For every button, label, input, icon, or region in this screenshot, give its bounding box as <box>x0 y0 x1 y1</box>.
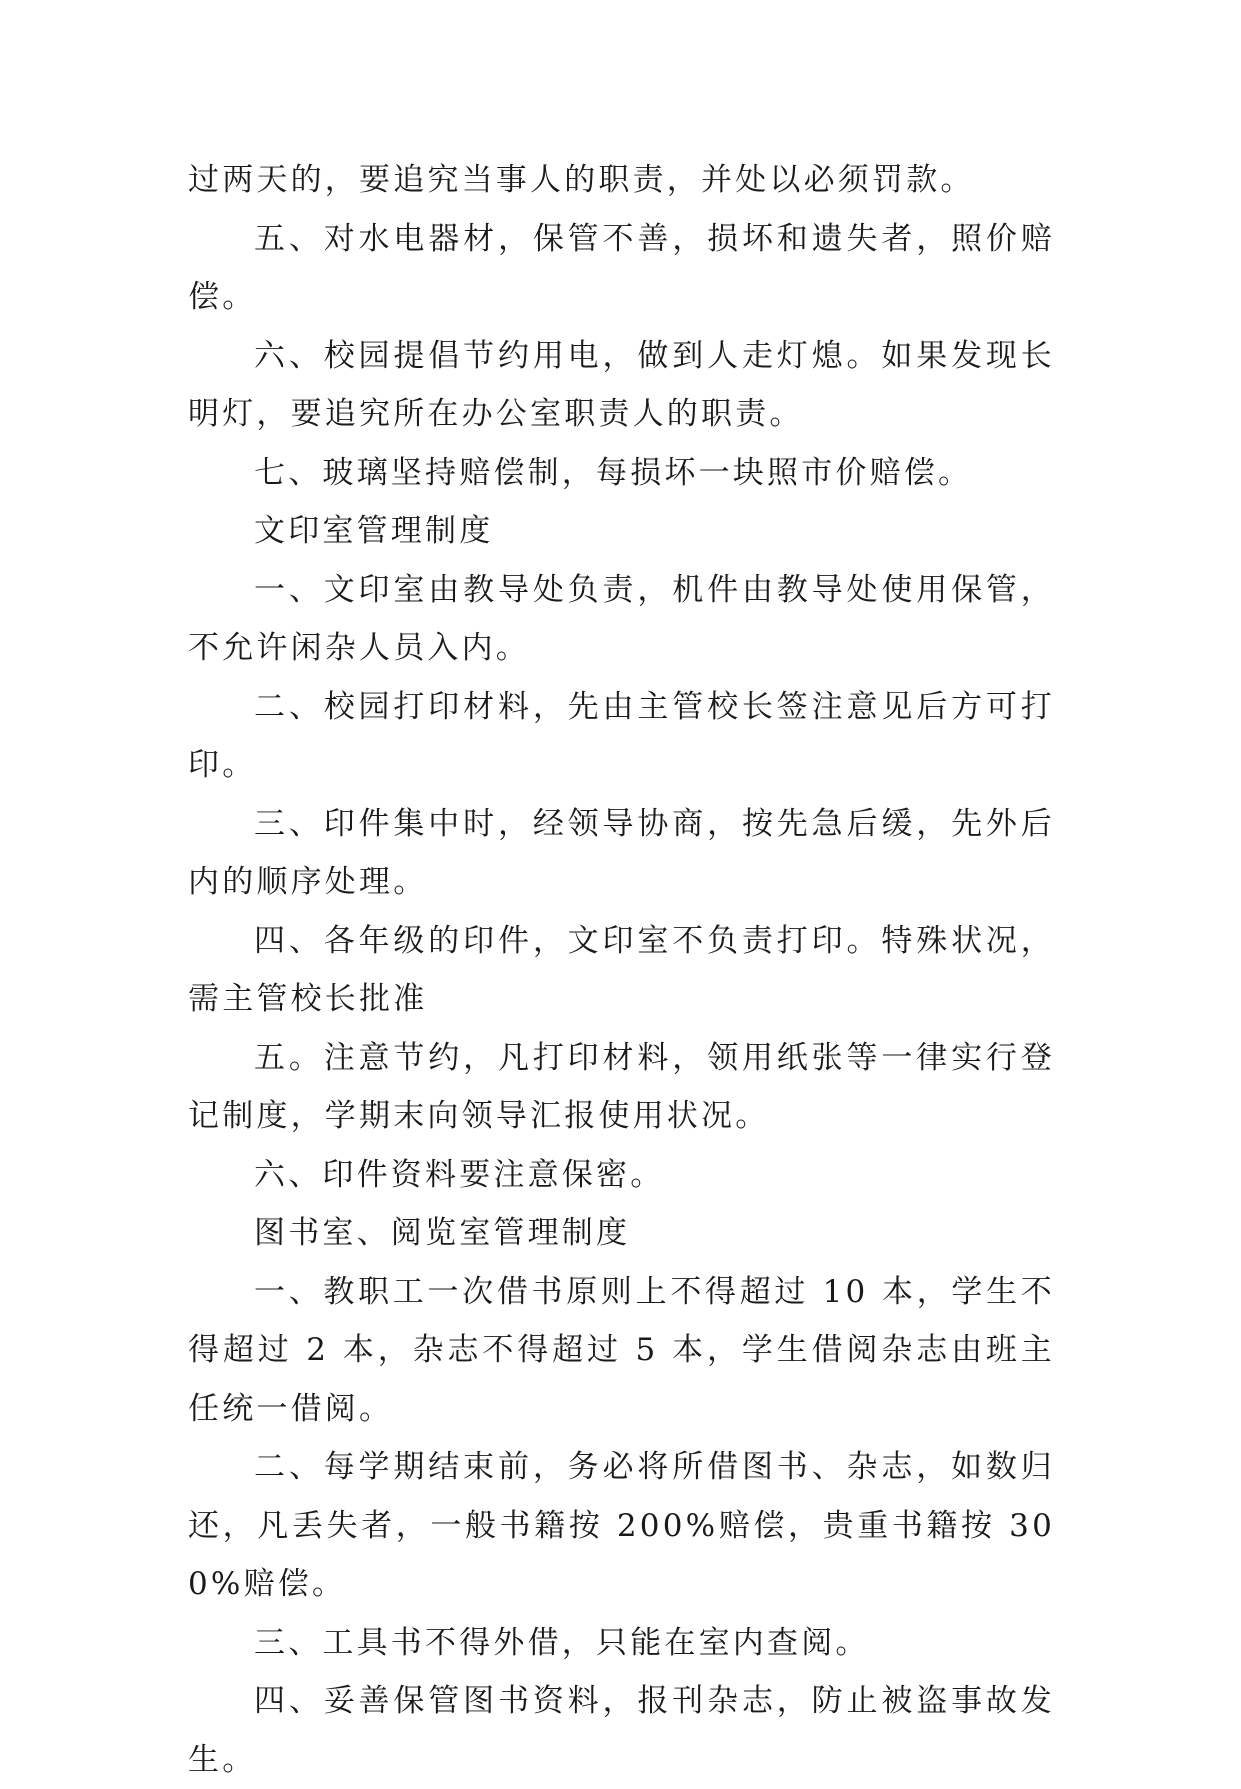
paragraph-item-glass-compensation: 七、玻璃坚持赔偿制，每损坏一块照市价赔偿。 <box>254 454 973 491</box>
document-body <box>188 151 1055 1789</box>
section-heading-library: 图书室、阅览室管理制度 <box>254 1215 631 1251</box>
paragraph-item-library-3: 三、工具书不得外借，只能在室内查阅。 <box>254 1624 870 1661</box>
paragraph-item-print-room-5: 五。注意节约，凡打印材料，领用纸张等一律实行登记制度，学期末向领导汇报使用状况。 <box>188 1039 1055 1134</box>
paragraph-item-library-1: 一、教职工一次借书原则上不得超过 10 本，学生不得超过 2 本，杂志不得超过 5 本，学生借阅杂志由班主任统一借阅。 <box>188 1273 1055 1427</box>
paragraph-item-print-room-3: 三、印件集中时，经领导协商，按先急后缓，先外后内的顺序处理。 <box>188 805 1055 900</box>
paragraph-item-library-4: 四、妥善保管图书资料，报刊杂志，防止被盗事故发生。 <box>188 1683 1055 1778</box>
paragraph-item-print-room-2: 二、校园打印材料，先由主管校长签注意见后方可打印。 <box>188 688 1055 783</box>
paragraph-continuation: 过两天的，要追究当事人的职责，并处以必须罚款。 <box>188 162 975 198</box>
paragraph-item-water-electric-damage: 五、对水电器材，保管不善，损坏和遗失者，照价赔偿。 <box>188 220 1055 315</box>
paragraph-item-print-room-4: 四、各年级的印件，文印室不负责打印。特殊状况，需主管校长批准 <box>188 922 1055 1017</box>
paragraph-item-print-room-1: 一、文印室由教导处负责，机件由教导处使用保管，不允许闲杂人员入内。 <box>188 571 1055 666</box>
paragraph-item-library-2: 二、每学期结束前，务必将所借图书、杂志，如数归还，凡丢失者，一般书籍按 200%赔偿，贵重书籍按 300%赔偿。 <box>188 1449 1055 1602</box>
paragraph-item-save-electricity: 六、校园提倡节约用电，做到人走灯熄。如果发现长明灯，要追究所在办公室职责人的职责。 <box>188 337 1055 432</box>
section-heading-print-room: 文印室管理制度 <box>254 513 494 549</box>
paragraph-item-print-room-6: 六、印件资料要注意保密。 <box>254 1156 665 1193</box>
